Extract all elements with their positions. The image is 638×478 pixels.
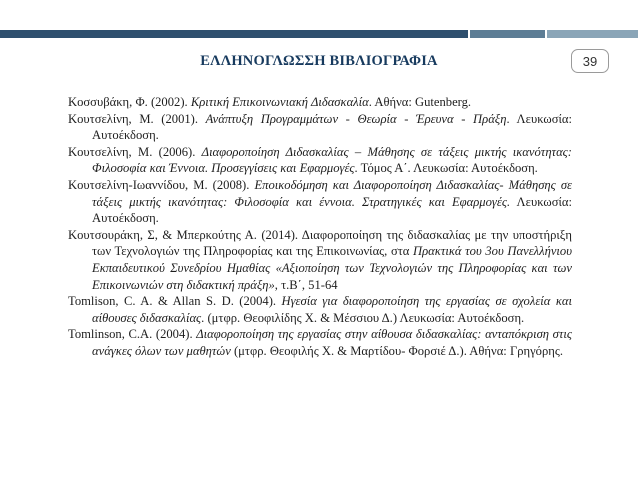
- reference-text: . Λευκωσία: Αυτοέκδοση.: [92, 111, 572, 143]
- reference-entry: [68, 94, 572, 111]
- reference-entry: [68, 227, 572, 293]
- header-bar-mid-segment: [470, 30, 545, 38]
- reference-text: . (μτφρ. Θεοφιλίδης Χ. & Μέσσιου Δ.) Λευκωσία: Αυτοέκδοση.: [201, 310, 525, 325]
- reference-text: (μτφρ. Θεοφιλής Χ. & Μαρτίδου- Φορσιέ Δ.). Αθήνα: Γρηγόρης.: [230, 343, 563, 358]
- reference-text: . Αθήνα: Gutenberg.: [368, 95, 472, 109]
- reference-list: [68, 94, 572, 360]
- reference-entry: [68, 326, 572, 359]
- page-title: ΕΛΛΗΝΟΓΛΩΣΣΗ ΒΙΒΛΙΟΓΡΑΦΙΑ: [200, 53, 438, 69]
- reference-title: Κριτική Επικοινωνιακή Διδασκαλία: [190, 95, 369, 109]
- page-number-badge: 39: [571, 49, 609, 73]
- reference-text: Κοσσυβάκη, Φ. (2002).: [68, 95, 191, 109]
- reference-title: Πρακτικά του 3ου Πανελλήνιου Εκπαιδευτικού Συνεδρίου Ημαθίας «Αξιοποίηση των Τεχνολογιών της Πληροφορίας και των Επικοινωνιών στη διδακτική πράξη»: [92, 244, 572, 292]
- reference-text: Κουτσελίνη, Μ. (2006).: [68, 144, 202, 159]
- reference-title: Ανάπτυξη Προγραμμάτων - Θεωρία - Έρευνα - Πράξη: [205, 111, 507, 126]
- reference-text: , τ.Β΄, 51-64: [274, 277, 338, 292]
- reference-title: Εποικοδόμηση και Διαφοροποίηση Διδασκαλίας- Μάθησης σε τάξεις μικτής ικανότητας: Φιλοσοφία και έννοια. Στρατηγικές και Εφαρμογές.: [92, 177, 572, 209]
- reference-title: Διαφοροποίηση της εργασίας στην αίθουσα διδασκαλίας: ανταπόκριση στις ανάγκες όλων των μαθητών: [92, 327, 572, 358]
- reference-title: Ηγεσία για διαφοροποίηση της εργασίας σε σχολεία και αίθουσες διδασκαλίας: [92, 294, 572, 325]
- reference-entry: [68, 293, 572, 326]
- reference-text: Tomlison, C. A. & Allan S. D. (2004).: [68, 294, 282, 309]
- reference-entry: [68, 177, 572, 227]
- reference-title: Διαφοροποίηση Διδασκαλίας – Μάθησης σε τάξεις μικτής ικανότητας: Φιλοσοφία και Έννοια. Προσεγγίσεις και Εφαρμογές: [92, 144, 572, 176]
- reference-entry: [68, 144, 572, 177]
- reference-text: Κουτσουράκη, Σ, & Μπερκούτης Α. (2014). Διαφοροποίηση της διδασκαλίας με την υποστήριξη των Τεχνολογιών της Πληροφορίας και της Επικοινωνίας, στα: [68, 227, 572, 259]
- reference-text: Κουτσελίνη, Μ. (2001).: [68, 111, 206, 126]
- reference-text: Λευκωσία: Αυτοέκδοση.: [92, 194, 572, 226]
- header-bar-dark-segment: [0, 30, 468, 38]
- header-bar-light-segment: [547, 30, 638, 38]
- reference-text: Tomlinson, C.A. (2004).: [68, 327, 197, 342]
- reference-text: Κουτσελίνη-Ιωαννίδου, Μ. (2008).: [68, 177, 255, 192]
- reference-entry: [68, 111, 572, 144]
- reference-text: . Τόμος Α΄. Λευκωσία: Αυτοέκδοση.: [354, 161, 538, 176]
- header-decoration-bar: [0, 30, 638, 38]
